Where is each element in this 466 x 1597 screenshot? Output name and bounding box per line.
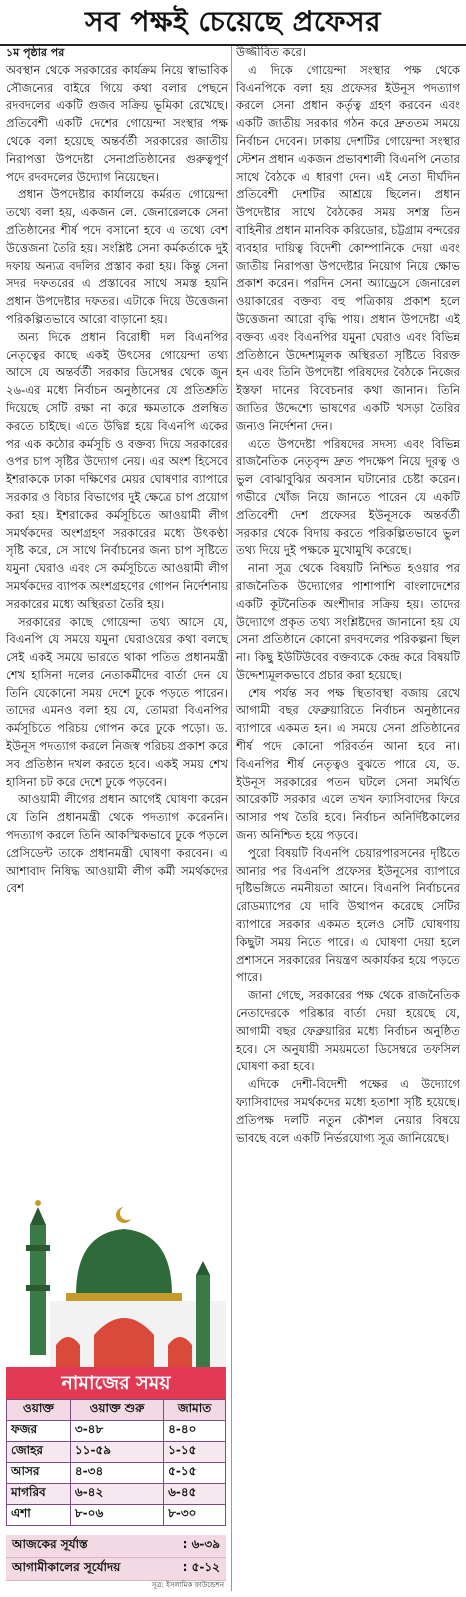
prayer-name: এশা (7, 1505, 71, 1526)
prayer-name: ফজর (7, 1421, 71, 1442)
prayer-times-table (6, 1399, 226, 1526)
prayer-jamaat: ১-১৫ (164, 1442, 226, 1463)
article-paragraph: নানা সূত্র থেকে বিষয়টি নিশ্চিত হওয়ার পর রাজনৈতিক উদ্যোগের পাশাপাশি বাংলাদেশের একটি কূটনৈতিক অংশীদার সক্রিয় হয়। তাদের উদ্যোগে প্রকৃত তথ্য সংশ্লিষ্টদের জানানো হয় যে সেনা প্রতিষ্ঠানে কোনো রদবদলের পরিকল্পনা ছিল না। কিছু ইউটিউবের বক্তব্যকে কেন্দ্র করে বিষয়টি উদ্দেশ্যমূলকভাবে প্রচার করা হয়েছে। (236, 561, 460, 682)
article-paragraph: এতে উপদেষ্টা পরিষদের সদস্য এবং বিভিন্ন রাজনৈতিক নেতৃবৃন্দ দ্রুত পদক্ষেপ নিয়ে দূরত্ব ও ভুল বোঝাবুঝির অবসান ঘটানোর চেষ্টা করেন। গভীরে খোঁজ নিয়ে জানতে পারেন যে একটি প্রতিবেশী দেশ প্রফেসর ইউনূসকে অন্তর্বর্তী সরকার থেকে বিদায় করতে পরিকল্পিতভাবে ভুল তথ্য দিয়ে দুই পক্ষকে মুখোমুখি করেছে। (236, 436, 460, 558)
prayer-start: ৬-৪২ (70, 1484, 163, 1505)
prayer-jamaat: ৮-৩০ (164, 1505, 226, 1526)
prayer-start: ৪-৩৪ (70, 1463, 163, 1484)
sunrise-label: আগামীকালের সূর্যোদয় (12, 1560, 121, 1574)
prayer-start: ১১-৫৯ (70, 1442, 163, 1463)
continued-label: ১ম পৃষ্ঠার পর (6, 46, 65, 59)
prayer-jamaat: ৫-১৫ (164, 1463, 226, 1484)
article-paragraph: এ দিকে গোয়েন্দা সংস্থার পক্ষ থেকে বিএনপিকে বলা হয় প্রফেসর ইউনূস পদত্যাগ করলে সেনা প্রধান কর্তৃত্ব গ্রহণ করবেন এবং একটি জাতীয় সরকার গঠন করে দ্রুততম সময়ে নির্বাচন দেবেন। ঢাকায় দেশটির গোয়েন্দা সংস্থার স্টেশন প্রধান একজন প্রভাবশালী বিএনপি নেতার সাথে বৈঠকে এ ধারণা দেন। এই নেতা দীর্ঘদিন প্রতিবেশী দেশটির আশ্রয়ে ছিলেন। প্রধান উপদেষ্টার সাথে বৈঠকের সময় সশস্ত্র তিন বাহিনীর প্রধান মানবিক করিডোর, চট্টগ্রাম বন্দরের ব্যবহার দায়িত্ব বিদেশী কোম্পানিকে দেয়া এবং জাতীয় নিরাপত্তা উপদেষ্টার নিয়োগ নিয়ে ক্ষোভ প্রকাশ করেন। পরদিন সেনা অ্যাড্রেসে জেনারেল ওয়াকারের বক্তব্য বহু পত্রিকায় প্রকাশ হলে উত্তেজনা আরো বৃদ্ধি পায়। প্রধান উপদেষ্টা এই বক্তব্য এবং বিএনপির যমুনা ঘেরাও এবং বিভিন্ন প্রতিষ্ঠানে উদ্দেশ্যমূলক অস্থিরতা সৃষ্টিতে বিরক্ত হন এবং তিনি উপদেষ্টা পরিষদের বৈঠকে নিজের ইস্তফা দানের বিবেচনার কথা জানান। তিনি জাতির উদ্দেশ্যে ভাষণের একটি খসড়া তৈরির জন্যও নির্দেশনা দেন। (236, 62, 460, 433)
prayer-name: মাগরিব (7, 1484, 71, 1505)
article-paragraph: অন্য দিকে প্রধান বিরোধী দল বিএনপির নেতৃত্বের কাছে একই উৎসের গোয়েন্দা তথ্য আসে যে অন্তর্বর্তী সরকার ডিসেম্বর থেকে জুন ২৬-এর মধ্যে নির্বাচন অনুষ্ঠানের যে প্রতিশ্রুতি দিয়েছে সেটি রক্ষা না করে ক্ষমতাকে প্রলম্বিত করতে চাইছে। এতে উদ্বিগ্ন হয়ে বিএনপি একের পর এক কঠোর কর্মসূচি ও বক্তব্য দিয়ে সরকারের ওপর চাপ সৃষ্টির উদ্যোগ নেয়। এর অংশ হিসেবে ইশরাককে ঢাকা দক্ষিণের মেয়র ঘোষণার ব্যাপারে সরকার ও বিচার বিভাগের দুই ক্ষেত্রে চাপ প্রয়োগ করা হয়। ইশরাকের কর্মসূচিতে আওয়ামী লীগ সমর্থকদের অংশগ্রহণ সরকারের মধ্যে উৎকণ্ঠা সৃষ্টি করে, সে সাথে নির্বাচনের জন্য চাপ সৃষ্টিতে যমুনা ঘেরাও এবং সে কর্মসূচিতে আওয়ামী লীগ সমর্থকদের ব্যাপক অংশগ্রহণের গোপন নির্দেশনায় সরকারের মধ্যে অস্থিরতা তৈরি হয়। (6, 329, 228, 611)
table-row (7, 1421, 226, 1442)
prayer-name: আসর (7, 1463, 71, 1484)
article-paragraph: উজ্জীবিত করে। (236, 45, 306, 59)
article-paragraph: পুরো বিষয়টি বিএনপি চেয়ারপারসনের দৃষ্টিতে আনার পর বিএনপি প্রফেসর ইউনূসের ব্যাপারে দৃষ্টিভঙ্গিতে নমনীয়তা আনে। বিএনপি নির্বাচনের রোডম্যাপের যে দাবি উত্থাপন করেছে সেটির ব্যাপারে সরকার একমত হলেও সেটি ঘোষণায় কিছুটা সময় নিতে পারে। এ ঘোষণা দেয়া হলে প্রশাসনে সরকারের নিয়ন্ত্রণ অকার্যকর হয়ে পড়তে পারে। (236, 845, 460, 985)
article-paragraph: এদিকে দেশী-বিদেশী পক্ষের এ উদ্যোগে ফ্যাসিবাদের সমর্থকদের মধ্যে হতাশা সৃষ্টি হয়েছে। প্রতিপক্ষ দলটি নতুন কৌশল নেয়ার বিষয়ে ভাবছে বলে একটি নির্ভরযোগ্য সূত্র জানিয়েছে। (236, 1077, 460, 1145)
prayer-name: জোহর (7, 1442, 71, 1463)
article-paragraph: অবস্থান থেকে সরকারের কার্যক্রম নিয়ে স্বাভাবিক সৌজন্যের বাইরে গিয়ে কথা বলার পেছনে রদবদলের একটি গুজব সক্রিয় ভূমিকা রেখেছে। প্রতিবেশী একটি দেশের গোয়েন্দা সংস্থার পক্ষ থেকে বলা হয়েছে অন্তর্বর্তী সরকারের জাতীয় নিরাপত্তা উপদেষ্টা সেনাপ্রতিষ্ঠানের গুরুত্বপূর্ণ পদে রদবদলের উদ্যোগ নিয়েছেন। (6, 62, 228, 184)
sunrise-value: : ৫-১২ (182, 1560, 220, 1574)
article-paragraph: জানা গেছে, সরকারের পক্ষ থেকে রাজনৈতিক নেতাদেরকে পরিষ্কার বার্তা দেয়া হয়েছে যে, আগামী বছর ফেব্রুয়ারির মধ্যে নির্বাচন অনুষ্ঠিত হবে। সে অনুযায়ী সময়মতো ডিসেম্বরে তফসিল ঘোষণা করা হবে। (236, 988, 460, 1074)
column-header: ওয়াক্ত (7, 1400, 71, 1421)
source-credit: সূত্র: ইসলামিক ফাউন্ডেশন (151, 1581, 224, 1589)
table-row (7, 1463, 226, 1484)
column-header: জামাত (164, 1400, 226, 1421)
table-row (7, 1505, 226, 1526)
article-paragraph: আওয়ামী লীগের প্রধান আগেই ঘোষণা করেন যে তিনি প্রধানমন্ত্রী থেকে পদত্যাগ করেননি। পদত্যাগ করলে তিনি আকস্মিকভাবে ঢুকে পড়লে প্রেসিডেন্ট তাকে প্রধানমন্ত্রী ঘোষণা করবেন। এ আশাবাদ নিষিদ্ধ আওয়ামী লীগ কর্মী সমর্থকদের বেশ (6, 792, 228, 896)
sunrise-row (6, 1558, 226, 1581)
article-paragraph: শেষ পর্যন্ত সব পক্ষ স্থিতাবস্থা বজায় রেখে আগামী বছর ফেব্রুয়ারিতে নির্বাচন অনুষ্ঠানের ব্যাপারে একমত হন। এ সময়ে সেনা প্রতিষ্ঠানের শীর্ষ পদে কোনো পরিবর্তন আনা হবে না। বিএনপির শীর্ষ নেতৃত্বও বুঝতে পারে যে, ড. ইউনূস সরকারের পতন ঘটলে সেনা সমর্থিত আরেকটি সরকার এলে তখন ফ্যাসিবাদের ফিরে আসার পথ তৈরি হবে। নির্বাচন অনির্দিষ্টকালের জন্য অনিশ্চিত হয়ে পড়বে। (236, 685, 460, 843)
article-paragraph: সরকারের কাছে গোয়েন্দা তথ্য আসে যে, বিএনপি যে সময়ে যমুনা ঘেরাওয়ের কথা বলছে সেই একই সময়ে ভারতে থাকা পতিত প্রধানমন্ত্রী শেখ হাসিনা দলের নেতাকর্মীদের বার্তা দেন যে তিনি যেকোনো সময় দেশে ঢুকে পড়তে পারেন। তাদের এমনও বলা হয় যে, তোমরা বিএনপির কর্মসূচিতে পরিচয় গোপন করে ঢুকে পড়ো। ড. ইউনূস পদত্যাগ করলে নিজস্ব পরিচয় প্রকাশ করে সব প্রতিষ্ঠান দখল করতে হবে। একই সময় শেখ হাসিনা চট করে দেশে ঢুকে পড়বেন। (6, 614, 228, 789)
table-row (7, 1442, 226, 1463)
prayer-start: ৩-৪৮ (70, 1421, 163, 1442)
prayer-times-box (6, 1185, 226, 1593)
sunset-row (6, 1535, 226, 1558)
column-divider (231, 46, 232, 1591)
mosque-illustration (6, 1185, 226, 1367)
table-header-row (7, 1400, 226, 1421)
prayer-times-title: নামাজের সময় (6, 1367, 226, 1399)
table-row (7, 1484, 226, 1505)
column-header: ওয়াক্ত শুরু (70, 1400, 163, 1421)
right-column (236, 44, 460, 1594)
prayer-start: ৮-০৬ (70, 1505, 163, 1526)
article-paragraph: প্রধান উপদেষ্টার কার্যালয়ে কর্মরত গোয়েন্দা তথ্যে বলা হয়, একজন লে. জেনারেলকে সেনা প্রতিষ্ঠানের শীর্ষ পদে বসানো হবে এ তথ্যে বেশ উত্তেজনা তৈরি হয়। সংশ্লিষ্ট সেনা কর্মকর্তাকে দুই দফায় অন্যত্র বদলির প্রস্তাব করা হয়। কিন্তু সেনা সদর দফতরের এ প্রস্তাবের সাথে সমস্ত হয়নি প্রধান উপদেষ্টার দফতর। এটাকে দিয়ে উত্তেজনা পরিকল্পিতভাবে আরো বাড়ানো হয়। (6, 187, 228, 326)
sunset-value: : ৬-৩৯ (182, 1537, 220, 1551)
headline: সব পক্ষই চেয়েছে প্রফেসর (84, 5, 382, 38)
left-column (6, 44, 228, 1184)
sun-times (6, 1535, 226, 1581)
prayer-jamaat: ৪-৪০ (164, 1421, 226, 1442)
sunset-label: আজকের সূর্যাস্ত (12, 1537, 88, 1551)
prayer-jamaat: ৬-৪৫ (164, 1484, 226, 1505)
